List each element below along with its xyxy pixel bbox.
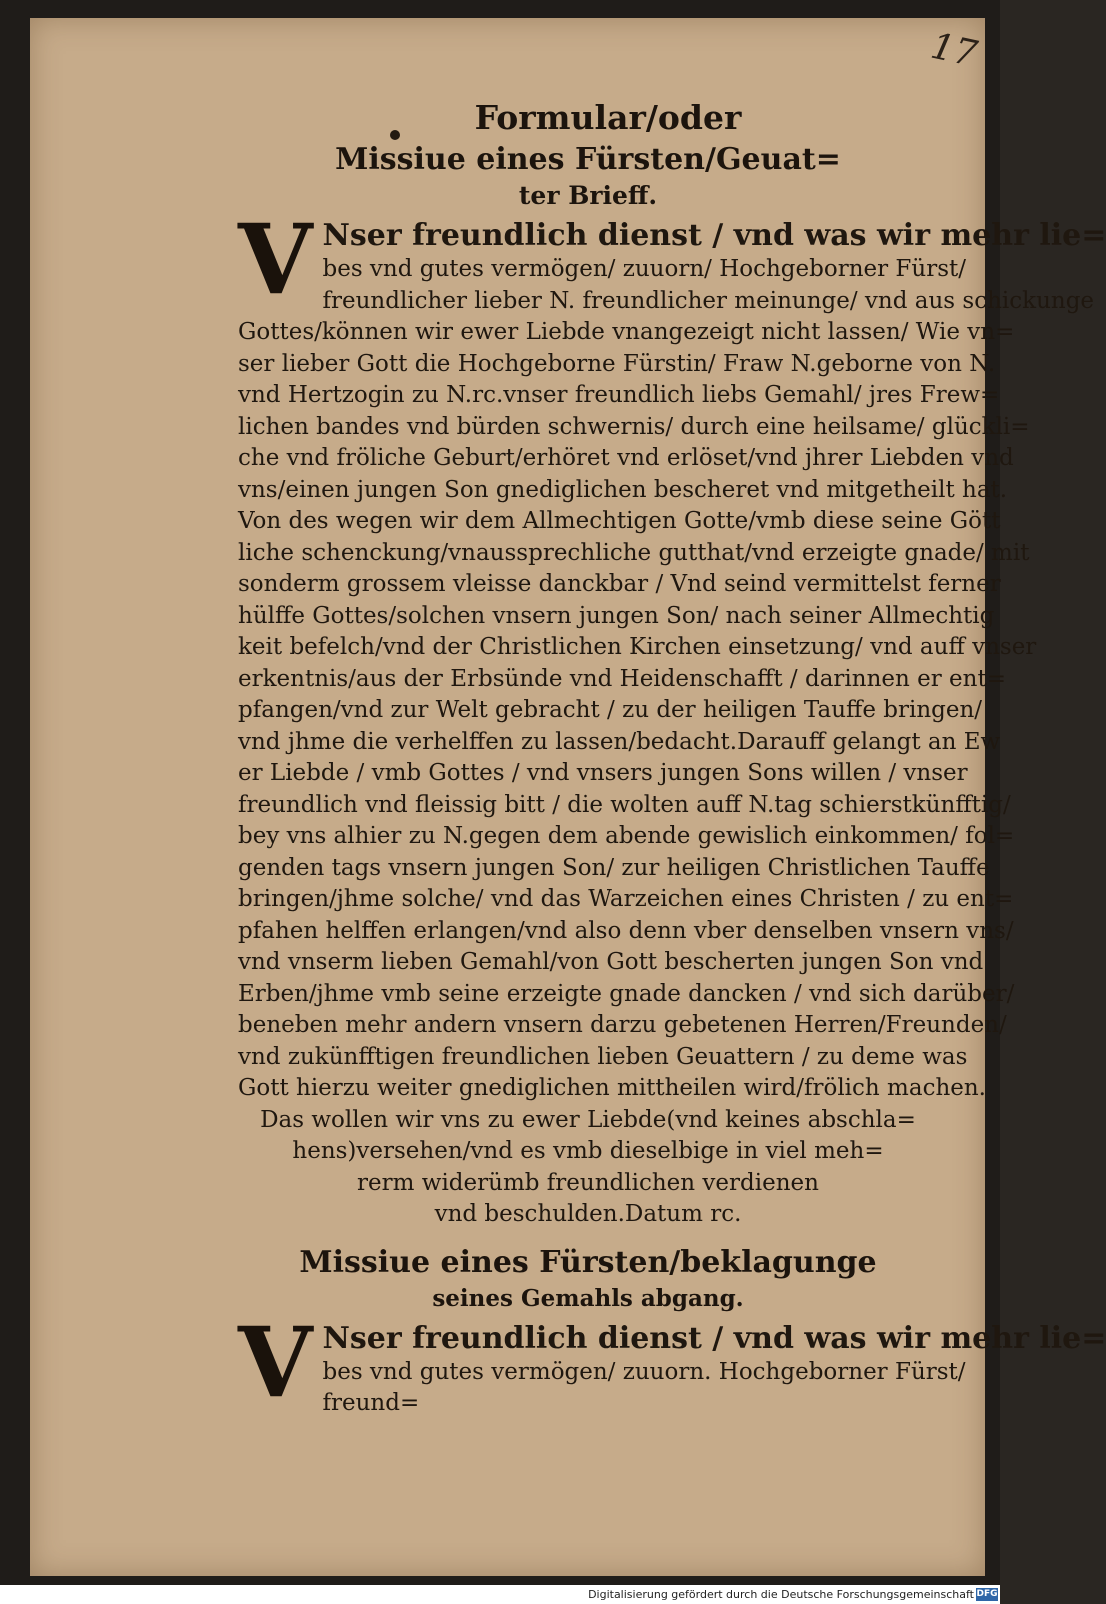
footer-credit: Digitalisierung gefördert durch die Deutsche Forschungsgemeinschaft: [588, 1588, 974, 1601]
text-line: vns/einen jungen Son gnediglichen bescheret vnd mitgetheilt hat.: [238, 476, 1008, 503]
text-line: lichen bandes vnd bürden schwernis/ durch eine heilsame/ glückli=: [238, 413, 1030, 440]
letter-1-body: [238, 203, 1106, 1105]
text-line: vnd Hertzogin zu N.rc.vnser freundlich liebs Gemahl/ jres Frew=: [238, 382, 1000, 408]
text-line: Gottes/können wir ewer Liebde vnangezeigt nicht lassen/ Wie vn=: [238, 319, 1015, 345]
text-line: vnd zukünfftigen freundlichen lieben Geuattern / zu deme was: [238, 1043, 968, 1070]
letter-2-body: [238, 1305, 1106, 1420]
text-line: bes vnd gutes vermögen/ zuuorn/ Hochgeborner Fürst/: [322, 256, 966, 282]
text-line: erkentnis/aus der Erbsünde vnd Heidenschafft / darinnen er ent=: [238, 665, 1006, 692]
text-line: che vnd fröliche Geburt/erhöret vnd erlöset/vnd jhrer Liebden vnd: [238, 445, 1014, 471]
text-line: freundlicher lieber N. freundlicher meinunge/ vnd aus schickunge: [322, 287, 1095, 314]
text-line: Nser freundlich dienst / vnd was wir mehr lie=: [322, 1320, 1106, 1356]
text-line: hülffe Gottes/solchen vnsern jungen Son/ nach seiner Allmechtig: [238, 602, 995, 629]
text-line: Von des wegen wir dem Allmechtigen Gotte/vmb diese seine Gött: [238, 508, 1001, 534]
text-line: freundlich vnd fleissig bitt / die wolten auff N.tag schierstkünfftig/: [238, 791, 1011, 818]
text-line: freund=: [322, 1390, 420, 1416]
text-line: er Liebde / vmb Gottes / vnd vnsers jungen Sons willen / vnser: [238, 760, 968, 786]
heading-subtitle-cont: ter Brieff.: [518, 181, 658, 210]
text-line: genden tags vnsern jungen Son/ zur heiligen Christlichen Tauffe: [238, 854, 990, 881]
heading-subtitle: Missiue eines Fürsten/Geuat=: [335, 142, 841, 177]
text-line: Das wollen wir vns zu ewer Liebde(vnd keines abschla=: [260, 1106, 916, 1133]
text-line: vnd beschulden.Datum rc.: [434, 1201, 742, 1227]
page-content: [238, 96, 1106, 1420]
text-line: vnd jhme die verhelffen zu lassen/bedacht.Darauff gelangt an Ew: [238, 728, 1001, 755]
heading-2-block: [238, 1243, 938, 1315]
text-line: sonderm grossem vleisse danckbar / Vnd seind vermittelst ferner: [238, 571, 1001, 597]
text-line: Gott hierzu weiter gnediglichen mittheilen wird/frölich machen.: [238, 1075, 986, 1101]
heading-title: Formular/oder: [474, 98, 742, 137]
heading-2-subtitle: seines Gemahls abgang.: [432, 1284, 744, 1312]
text-line: pfangen/vnd zur Welt gebracht / zu der heiligen Tauffe bringen/: [238, 697, 983, 723]
text-line: rerm widerümb freundlichen verdienen: [357, 1169, 819, 1196]
drop-initial: V: [238, 203, 313, 316]
drop-initial-2: V: [238, 1305, 313, 1419]
text-line: beneben mehr andern vnsern darzu gebetenen Herren/Freunden/: [238, 1012, 1007, 1038]
text-line: bes vnd gutes vermögen/ zuuorn. Hochgeborner Fürst/: [322, 1358, 966, 1385]
heading-2-title: Missiue eines Fürsten/beklagunge: [299, 1244, 877, 1280]
text-line: liche schenckung/vnaussprechliche gutthat/vnd erzeigte gnade/ mit: [238, 539, 1030, 566]
footer-bar: [0, 1585, 1000, 1604]
text-line: Nser freundlich dienst / vnd was wir mehr lie=: [322, 218, 1106, 253]
folio-mark: 17: [927, 25, 981, 76]
text-line: bey vns alhier zu N.gegen dem abende gewislich einkommen/ fol=: [238, 823, 1015, 849]
text-line: bringen/jhme solche/ vnd das Warzeichen eines Christen / zu ent=: [238, 886, 1014, 912]
text-line: hens)versehen/vnd es vmb dieselbige in viel meh=: [292, 1138, 884, 1164]
heading-block: [238, 96, 938, 212]
letter-1-closing: [238, 1105, 938, 1231]
text-line: ser lieber Gott die Hochgeborne Fürstin/ Fraw N.geborne von N.: [238, 350, 996, 377]
dfg-logo: DFG: [976, 1589, 998, 1599]
text-line: keit befelch/vnd der Christlichen Kirchen einsetzung/ vnd auff vnser: [238, 634, 1037, 660]
text-line: pfahen helffen erlangen/vnd also denn vber denselben vnsern vns/: [238, 917, 1014, 944]
text-line: vnd vnserm lieben Gemahl/von Gott bescherten jungen Son vnd: [238, 949, 984, 975]
text-line: Erben/jhme vmb seine erzeigte gnade dancken / vnd sich darüber/: [238, 980, 1015, 1007]
